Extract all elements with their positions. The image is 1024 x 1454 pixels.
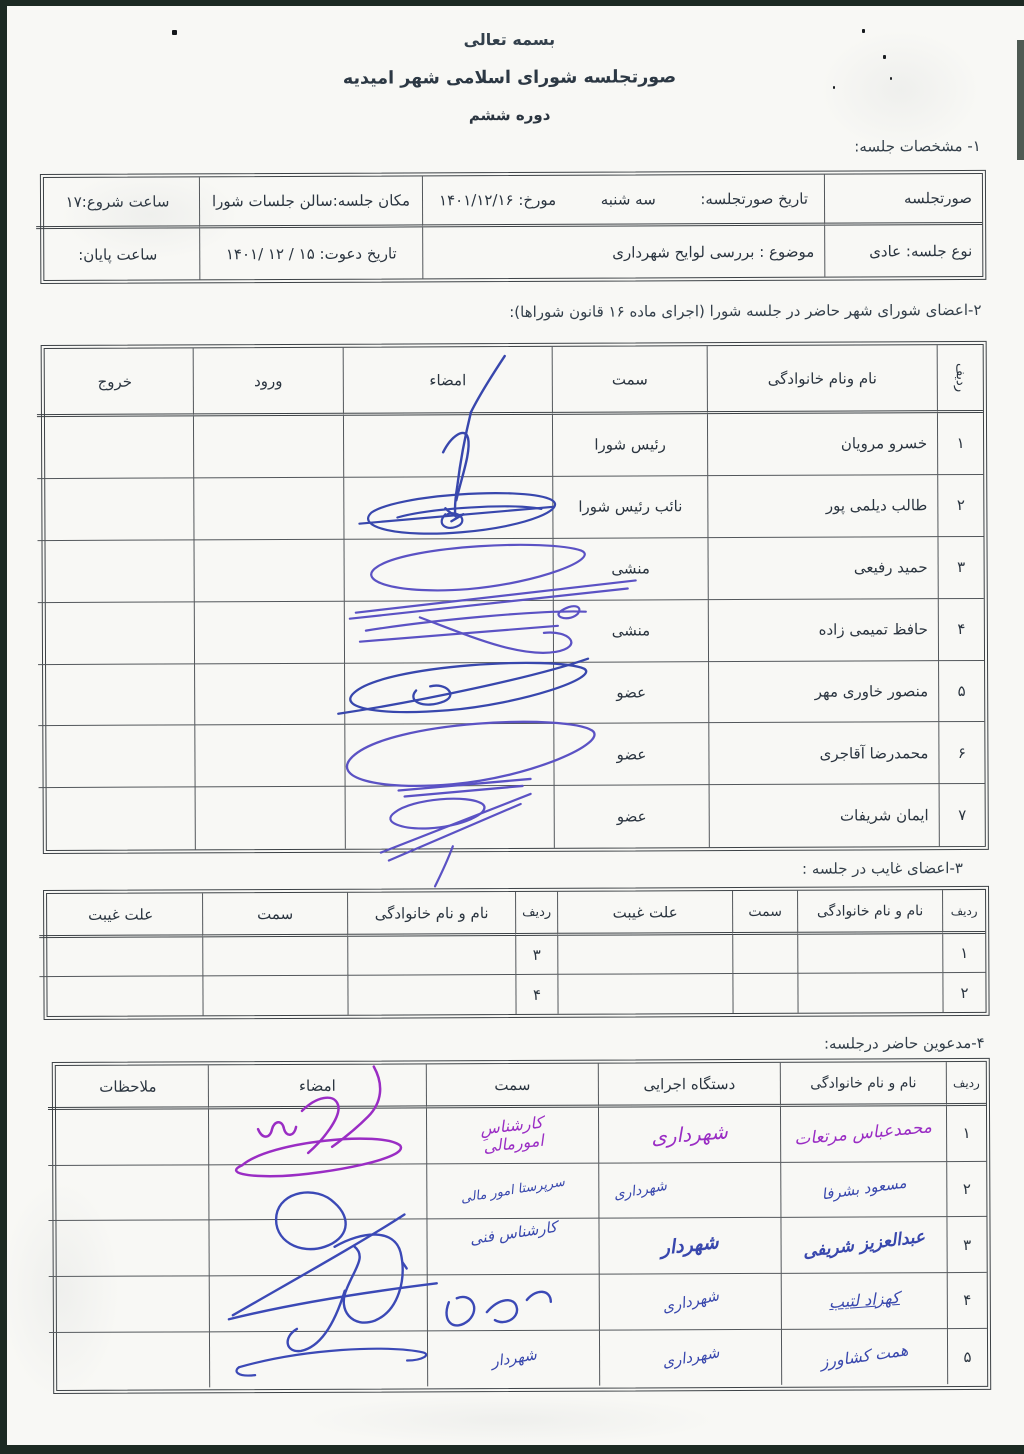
scan-speck (862, 29, 865, 33)
absent-r1-name (797, 934, 942, 974)
member-1-exit-cell (37, 416, 193, 479)
scan-edge-top (0, 0, 1024, 6)
info-session-type: نوع جلسه: عادی (824, 225, 982, 277)
invitees-header-agency: دستگاه اجرایی (598, 1063, 780, 1108)
member-4-position: منشی (553, 600, 708, 663)
member-7-position: عضو (554, 785, 709, 848)
section-1-label: ۱- مشخصات جلسه: (854, 136, 981, 156)
term-subtitle: دوره ششم (468, 105, 551, 125)
absent-r2-no: ۲ (942, 973, 985, 1012)
bismillah-text: بسمه تعالی (463, 29, 556, 50)
invitee-2-no: ۲ (946, 1162, 986, 1218)
absent-r4-name (347, 975, 515, 1015)
member-5-no: ۵ (938, 661, 984, 723)
invitee-3-position (426, 1219, 598, 1275)
member-5-entry-cell (194, 663, 344, 726)
member-2-position: نائب رئیس شورا (552, 476, 707, 539)
section-3-label: ۳-اعضای غایب در جلسه : (801, 859, 963, 878)
absent-r3-no: ۳ (515, 936, 557, 975)
absent-r3-reason (39, 937, 202, 977)
scan-edge-bottom (0, 1445, 1024, 1454)
absent-r3-name (347, 936, 515, 976)
invitee-3-name (780, 1217, 946, 1273)
member-1-name: خسرو مرویان (707, 413, 937, 476)
info-location: مکان جلسه:سالن جلسات شورا (199, 176, 422, 228)
invitee-5-name (781, 1329, 947, 1385)
scan-blotch (0, 1180, 120, 1400)
invitee-1-agency (598, 1107, 780, 1163)
info-dated: مورخ: ۱۴۰۱/۱۲/۱۶ (438, 190, 557, 210)
invitee-1-position (426, 1108, 598, 1164)
invitee-5-position (427, 1330, 599, 1386)
info-invite-date: تاریخ دعوت: ۱۵ / ۱۲ /۱۴۰۱ (199, 227, 422, 279)
member-2-exit-cell (37, 478, 193, 541)
info-date-label: تاریخ صورتجلسه: (700, 189, 809, 209)
invitee-4-signature-cell (209, 1275, 427, 1332)
invitee-2-name (780, 1162, 946, 1218)
invitee-4-agency (599, 1274, 781, 1330)
absent-header-name-l: نام و نام خانوادگی (347, 892, 515, 937)
scan-edge-right (1017, 40, 1024, 160)
invitee-3-signature-cell (208, 1220, 426, 1277)
invitee-2-agency-handwriting: شهرداری (611, 1177, 668, 1204)
members-header-row-label: ردیف (952, 362, 968, 393)
invitee-4-name-handwriting: کهزاد لتیب (828, 1288, 901, 1313)
info-minutes-date (422, 175, 824, 228)
section-4-label: ۴-مدعوین حاضر درجلسه: (823, 1033, 985, 1053)
page-title: صورتجلسه شورای اسلامی شهر امیدیه (342, 67, 677, 89)
member-1-signature-cell (343, 415, 552, 478)
member-6-exit-cell (38, 726, 194, 789)
member-5-exit-cell (38, 664, 194, 727)
absent-header-row-l: ردیف (515, 892, 557, 936)
scan-blotch (60, 170, 240, 260)
invitee-5-position-handwriting: شهردار (489, 1345, 538, 1371)
invitee-5-no: ۵ (947, 1329, 987, 1385)
info-end-time: ساعت پایان: (78, 245, 158, 264)
invitee-2-position-handwriting: سرپرستا امور مالی (459, 1174, 566, 1206)
invitee-4-agency-handwriting: شهرداری (660, 1286, 721, 1316)
absent-r1-position (732, 935, 797, 974)
member-7-no: ۷ (939, 784, 985, 846)
members-header-name: نام ونام خانوادگی (707, 345, 937, 414)
member-7-signature-cell (345, 786, 554, 849)
member-5-signature-cell (344, 662, 553, 725)
member-7-exit-cell (39, 788, 195, 851)
info-start-time: ساعت شروع:۱۷ (36, 177, 199, 229)
invitee-1-agency-handwriting: شهرداری (650, 1119, 729, 1149)
invitee-3-no: ۳ (946, 1217, 986, 1273)
member-4-exit-cell (38, 602, 194, 665)
absent-header-position-l: سمت (202, 893, 347, 938)
invitee-5-agency-handwriting: شهرداری (660, 1343, 721, 1372)
absent-r1-reason (557, 935, 732, 975)
absent-header-position-r: سمت (732, 891, 797, 935)
scan-edge-left (0, 0, 7, 1454)
member-4-name: حافظ تمیمی زاده (708, 599, 938, 662)
absent-members-table (43, 886, 990, 1020)
invitee-5-name-handwriting: همت کشاورز (819, 1340, 910, 1373)
member-5-position: عضو (553, 662, 708, 725)
member-4-signature-cell (344, 600, 553, 663)
member-4-entry-cell (194, 601, 344, 664)
member-6-position: عضو (553, 724, 708, 787)
invitee-3-position-handwriting: کارشناس فنی (468, 1218, 558, 1249)
invitee-1-notes-cell (48, 1109, 208, 1165)
member-2-no: ۲ (937, 475, 983, 537)
absent-r4-no: ۴ (515, 975, 557, 1014)
section-2-label: ۲-اعضای شورای شهر حاضر در جلسه شورا (اجرای ماده ۱۶ قانون شوراها): (509, 300, 982, 322)
member-3-no: ۳ (937, 537, 983, 599)
member-5-name: منصور خاوری مهر (708, 661, 938, 724)
member-3-exit-cell (38, 540, 194, 603)
absent-r2-name (797, 973, 942, 1013)
members-header-position: سمت (552, 346, 707, 415)
info-label-minutes: صورتجلسه (824, 174, 982, 226)
member-7-entry-cell (195, 787, 345, 850)
member-6-entry-cell (194, 725, 344, 788)
invitee-1-no: ۱ (946, 1106, 986, 1162)
invitee-4-no: ۴ (947, 1273, 987, 1329)
absent-r4-position (202, 976, 347, 1016)
info-weekday: سه شنبه (600, 190, 656, 209)
member-3-signature-cell (343, 539, 552, 602)
member-6-name: محمدرضا آقاجری (708, 723, 938, 786)
invitee-1-name-handwriting: محمدعباس مرتعات (793, 1116, 934, 1150)
invitee-4-position (427, 1275, 599, 1331)
member-2-name: طالب دیلمی پور (707, 475, 937, 538)
invitee-2-name-handwriting: مسعود بشرفا (820, 1173, 908, 1204)
invitees-header-position: سمت (426, 1064, 598, 1109)
invitee-3-agency-handwriting: شهردار (659, 1230, 721, 1260)
member-1-position: رئیس شورا (552, 414, 707, 477)
invitee-2-signature-cell (208, 1164, 426, 1221)
member-1-no: ۱ (937, 413, 983, 475)
member-2-signature-cell (343, 477, 552, 540)
invitee-5-signature-cell (209, 1331, 427, 1388)
members-header-exit: خروج (37, 348, 193, 417)
invitees-header-name: نام و نام خانوادگی (780, 1062, 946, 1107)
absent-header-name-r: نام و نام خانوادگی (797, 890, 942, 935)
member-6-signature-cell (344, 724, 553, 787)
member-3-entry-cell (193, 540, 343, 603)
invitee-2-position (426, 1163, 598, 1219)
invitee-3-name-handwriting: عبدالعزیز شریفی (801, 1226, 927, 1263)
invitees-header-row: ردیف (946, 1062, 986, 1106)
invitee-2-agency (598, 1163, 780, 1219)
member-4-no: ۴ (938, 599, 984, 661)
invitee-1-position-handwriting: کارشناسِ امورمالی (479, 1112, 545, 1157)
invitee-4-name (781, 1273, 947, 1329)
invitees-header-signature: امضاء (208, 1064, 426, 1109)
invitee-5-agency (599, 1330, 781, 1386)
absent-header-row-r: ردیف (942, 890, 985, 934)
absent-header-reason-l: علت غیبت (39, 893, 202, 938)
scan-blotch (820, 30, 980, 150)
absent-r2-position (732, 974, 797, 1013)
member-1-entry-cell (193, 416, 343, 479)
scan-speck (172, 30, 177, 35)
invitees-header-notes: ملاحظات (48, 1065, 208, 1110)
member-7-name: ایمان شریفات (709, 784, 939, 847)
members-header-signature: امضاء (343, 347, 552, 416)
invitee-1-signature-cell (208, 1108, 426, 1165)
absent-r1-no: ۱ (942, 934, 985, 973)
member-3-position: منشی (552, 538, 707, 601)
invitee-1-name (780, 1106, 946, 1162)
absent-r2-reason (557, 974, 732, 1014)
absent-header-reason-r: علت غیبت (557, 891, 732, 936)
absent-r3-position (202, 937, 347, 977)
members-header-entry: ورود (193, 348, 343, 417)
member-6-no: ۶ (938, 722, 984, 784)
members-header-row (937, 345, 983, 413)
absent-r4-reason (39, 976, 202, 1016)
member-2-entry-cell (193, 478, 343, 541)
member-3-name: حمید رفیعی (707, 537, 937, 600)
present-members-table (41, 341, 989, 854)
invitees-table (52, 1058, 991, 1394)
invitee-3-agency (598, 1218, 780, 1274)
info-subject: موضوع : بررسی لوایح شهرداری (422, 226, 824, 279)
scan-blotch (300, 1395, 720, 1445)
